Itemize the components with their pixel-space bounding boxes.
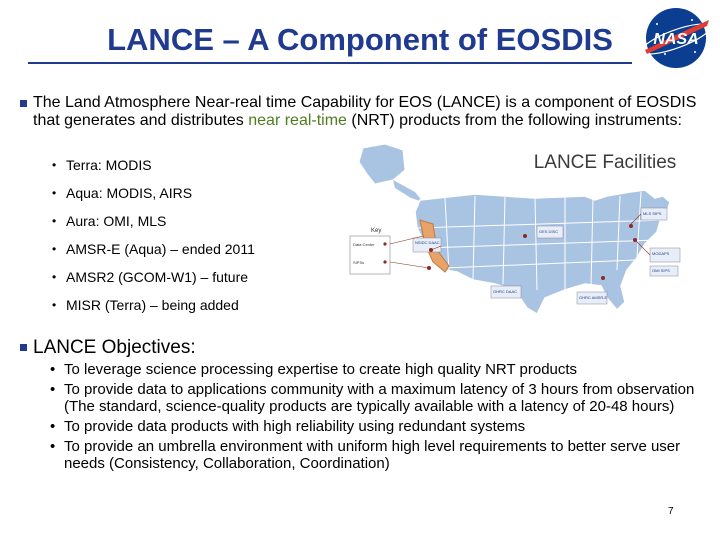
site-marker bbox=[601, 276, 605, 280]
site-label: OMI SIPS bbox=[652, 268, 670, 273]
alaska-panhandle-shape bbox=[393, 180, 423, 202]
intro-highlight: near real-time bbox=[248, 112, 347, 129]
instrument-item: • AMSR2 (GCOM-W1) – future bbox=[50, 267, 255, 295]
intro-bullet-icon bbox=[20, 100, 27, 107]
site-label: MODAPS bbox=[652, 251, 670, 256]
instrument-item: • MISR (Terra) – being added bbox=[50, 295, 255, 323]
intro-paragraph bbox=[33, 94, 718, 130]
objective-item: • To provide data to applications community with a maximum latency of 3 hours from observation (The standard, science-quality products are typically available with a latency of 20-48 hours) bbox=[64, 381, 714, 415]
key-marker-dot bbox=[383, 260, 386, 263]
site-label: MLS SIPS bbox=[643, 211, 662, 216]
site-label: GES DISC bbox=[539, 229, 559, 234]
map-key-item: SIPSs bbox=[353, 260, 365, 265]
site-marker bbox=[633, 238, 637, 242]
title-underline bbox=[28, 62, 632, 64]
objectives-heading: LANCE Objectives: bbox=[33, 337, 196, 358]
instrument-item: • Aura: OMI, MLS bbox=[50, 211, 255, 239]
intro-text-1: The Land Atmosphere Near-real time Capability for EOS (LANCE) is a component of EOSDIS that generates and distributes bbox=[33, 94, 697, 129]
key-marker-dot bbox=[383, 242, 386, 245]
objective-item: • To provide an umbrella environment with uniform high level requirements to better serve user needs (Consistency, Collaboration, Coordination) bbox=[64, 438, 714, 472]
objectives-bullet-icon bbox=[20, 344, 27, 351]
map-title: LANCE Facilities bbox=[533, 152, 677, 173]
site-marker bbox=[523, 234, 527, 238]
intro-text-2: (NRT) products from the following instruments: bbox=[346, 112, 682, 129]
site-label: GHRC DAAC bbox=[493, 289, 518, 294]
instrument-item: • AMSR-E (Aqua) – ended 2011 bbox=[50, 239, 255, 267]
site-label: GHRC AMSR-E bbox=[579, 295, 608, 300]
lance-facilities-map bbox=[345, 140, 710, 330]
instrument-list bbox=[50, 155, 255, 323]
nasa-logo-text: NASA bbox=[653, 31, 699, 48]
site-marker bbox=[429, 248, 433, 252]
instrument-item: • Terra: MODIS bbox=[50, 155, 255, 183]
nasa-logo bbox=[637, 6, 715, 70]
map-key-item: Data Center bbox=[353, 242, 375, 247]
site-marker bbox=[427, 266, 431, 270]
alaska-shape bbox=[359, 144, 405, 184]
site-marker bbox=[629, 224, 633, 228]
contiguous-us-shape bbox=[415, 190, 670, 314]
objective-item: • To provide data products with high reliability using redundant systems bbox=[64, 418, 714, 435]
instrument-item: • Aqua: MODIS, AIRS bbox=[50, 183, 255, 211]
map-key-label: Key bbox=[371, 228, 382, 234]
page-number: 7 bbox=[668, 506, 674, 517]
objectives-list bbox=[64, 361, 714, 475]
objective-item: • To leverage science processing expertise to create high quality NRT products bbox=[64, 361, 714, 378]
slide-title: LANCE – A Component of EOSDIS bbox=[107, 22, 613, 57]
site-label: NSIDC DAAC bbox=[415, 240, 440, 245]
